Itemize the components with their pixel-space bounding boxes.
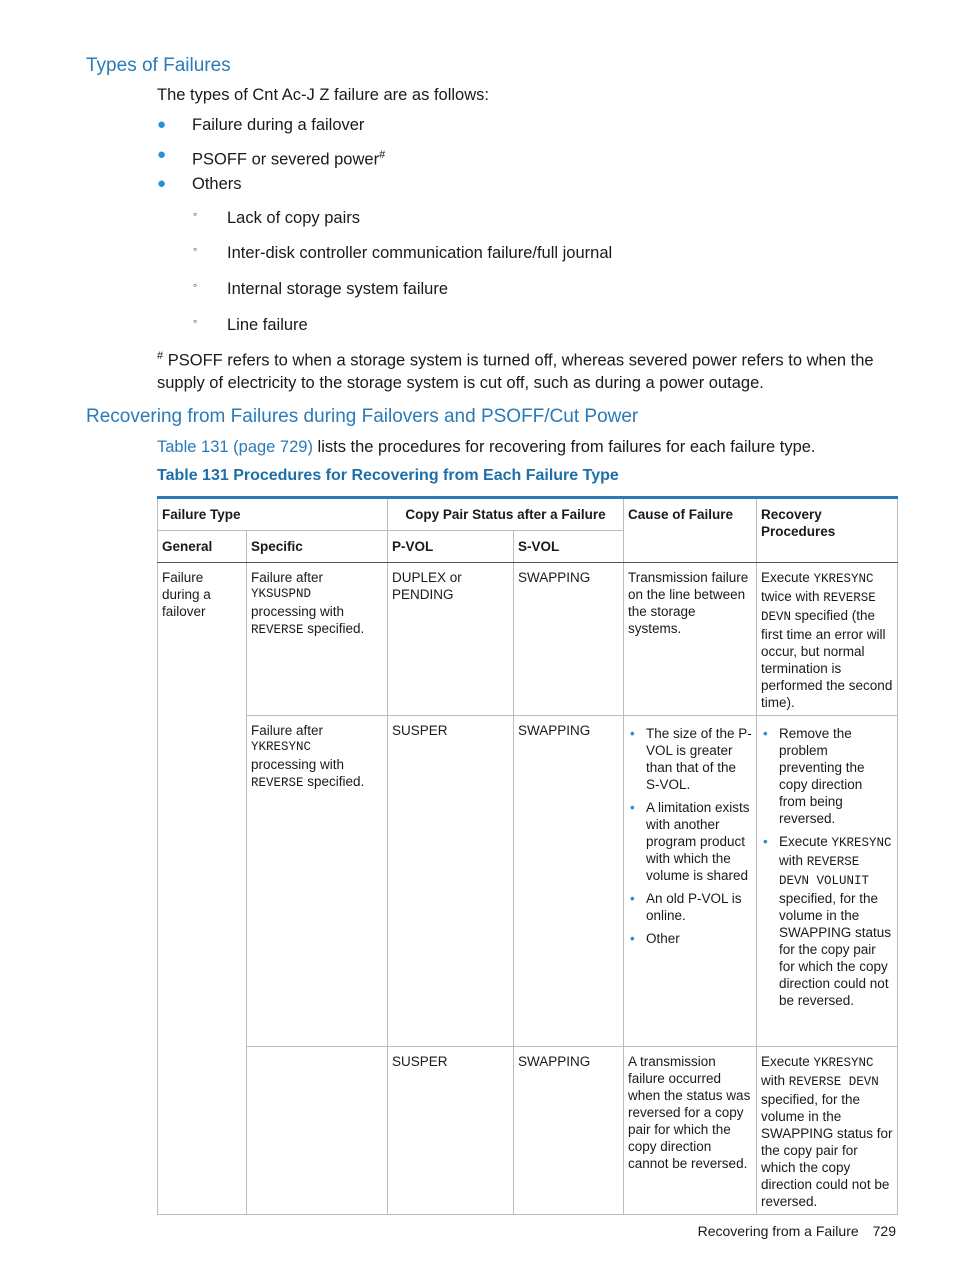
cell-general: Failure during a failover <box>158 563 247 1215</box>
bullet-icon: ● <box>157 146 167 163</box>
sub-bullet-text: Internal storage system failure <box>227 280 449 298</box>
cell-recovery <box>757 563 898 716</box>
page-footer <box>698 1223 896 1239</box>
section-heading-types-of-failures: Types of Failures <box>86 55 231 76</box>
list-item: • Other <box>646 930 752 947</box>
recovery-text: Execute <box>779 834 832 849</box>
bullet-text: Failure during a failover <box>192 116 365 134</box>
circle-bullet-icon: ◦ <box>193 314 198 328</box>
cell-recovery <box>757 716 898 1047</box>
cell-pvol: SUSPER <box>388 716 514 1047</box>
header-specific: Specific <box>247 531 388 563</box>
recovery-text: Execute <box>761 570 814 585</box>
recovery-code: YKRESYNC <box>813 572 874 586</box>
bullet-text-main: PSOFF or severed power <box>192 150 380 169</box>
cell-specific-empty <box>247 1047 388 1215</box>
section2-intro <box>157 436 816 458</box>
cell-pvol: DUPLEX or PENDING <box>388 563 514 716</box>
cell-specific <box>247 716 388 1047</box>
footnote <box>157 345 897 394</box>
specific-code: REVERSE <box>251 776 304 790</box>
cell-svol: SWAPPING <box>514 563 624 716</box>
intro-text: The types of Cnt Ac-J Z failure are as follows: <box>157 86 489 104</box>
list-item: • An old P-VOL is online. <box>646 890 752 924</box>
specific-code: REVERSE <box>251 623 304 637</box>
recovery-text: specified, for the volume in the SWAPPING status for the copy pair for which the copy direction could not be reversed. <box>761 1092 893 1209</box>
cell-recovery <box>757 1047 898 1215</box>
recovery-code: REVERSE DEVN <box>761 591 876 624</box>
bullet-text: Others <box>192 175 242 193</box>
recovery-text: twice with <box>761 589 824 604</box>
specific-code: YKRESYNC <box>251 740 312 754</box>
cell-specific <box>247 563 388 716</box>
recovery-bullet-list <box>761 725 893 1009</box>
specific-text: Failure after <box>251 570 324 585</box>
header-failure-type: Failure Type <box>158 498 388 531</box>
footnote-superscript: # <box>379 149 386 161</box>
header-cause: Cause of Failure <box>624 498 757 563</box>
page-number: 729 <box>872 1223 896 1239</box>
table-row <box>158 716 898 1047</box>
table-row <box>158 563 898 716</box>
circle-bullet-icon: ◦ <box>193 242 198 256</box>
cell-cause <box>624 716 757 1047</box>
cell-cause: A transmission failure occurred when the status was reversed for a copy pair for which the copy direction cannot be reversed. <box>624 1047 757 1215</box>
list-item <box>779 833 893 1009</box>
intro-rest: lists the procedures for recovering from failures for each failure type. <box>312 438 816 456</box>
cell-svol: SWAPPING <box>514 1047 624 1215</box>
table-link[interactable]: Table 131 (page 729) <box>157 438 313 456</box>
recovery-code: YKRESYNC <box>831 836 892 850</box>
sub-bullet-text: Line failure <box>227 316 308 334</box>
specific-text: processing with <box>251 757 345 772</box>
circle-bullet-icon: ◦ <box>193 207 198 221</box>
recovery-code: REVERSE DEVN <box>788 1075 879 1089</box>
table-caption: Table 131 Procedures for Recovering from Each Failure Type <box>157 467 619 484</box>
header-copy-pair-status: Copy Pair Status after a Failure <box>388 498 624 531</box>
specific-text: Failure after <box>251 723 324 738</box>
cause-bullet-list <box>628 725 752 947</box>
footnote-text: supply of electricity to the storage system is cut off, such as during a power outage. <box>157 373 764 392</box>
sub-bullet-text: Inter-disk controller communication failure/full journal <box>227 244 613 262</box>
header-recovery: Recovery Procedures <box>757 498 898 563</box>
bullet-icon: ● <box>157 175 167 192</box>
footnote-mark: # <box>157 350 164 362</box>
list-item: • The size of the P-VOL is greater than that of the S-VOL. <box>646 725 752 793</box>
recovery-text: with <box>761 1073 789 1088</box>
specific-code: YKSUSPND <box>251 587 312 601</box>
header-svol: S-VOL <box>514 531 624 563</box>
footer-section-title: Recovering from a Failure <box>697 1223 859 1239</box>
procedures-table <box>157 496 898 1215</box>
specific-text: processing with <box>251 604 345 619</box>
footnote-text: PSOFF refers to when a storage system is turned off, whereas severed power refers to when the <box>167 351 874 370</box>
list-item: • Remove the problem preventing the copy direction from being reversed. <box>779 725 893 827</box>
recovery-text: specified, for the volume in the SWAPPING status for the copy pair for which the copy direction could not be reversed. <box>779 891 892 1008</box>
header-pvol: P-VOL <box>388 531 514 563</box>
sub-bullet-text: Lack of copy pairs <box>227 209 360 227</box>
table-row <box>158 1047 898 1215</box>
recovery-text: with <box>779 853 807 868</box>
recovery-code: REVERSE DEVN VOLUNIT <box>779 855 870 888</box>
cell-pvol: SUSPER <box>388 1047 514 1215</box>
cell-cause: Transmission failure on the line between the storage systems. <box>624 563 757 716</box>
header-general: General <box>158 531 247 563</box>
list-item: • A limitation exists with another program product with which the volume is shared <box>646 799 752 884</box>
bullet-text <box>192 144 385 171</box>
recovery-text: specified (the first time an error will occur, but normal termination is performed the second time). <box>761 608 893 710</box>
circle-bullet-icon: ◦ <box>193 278 198 292</box>
bullet-icon: ● <box>157 116 167 133</box>
recovery-text: Execute <box>761 1054 814 1069</box>
specific-text: specified. <box>303 621 365 636</box>
section-heading-recovering: Recovering from Failures during Failovers and PSOFF/Cut Power <box>86 406 639 427</box>
specific-text: specified. <box>303 774 365 789</box>
footnote-line <box>157 345 897 372</box>
recovery-code: YKRESYNC <box>813 1056 874 1070</box>
cell-svol: SWAPPING <box>514 716 624 1047</box>
